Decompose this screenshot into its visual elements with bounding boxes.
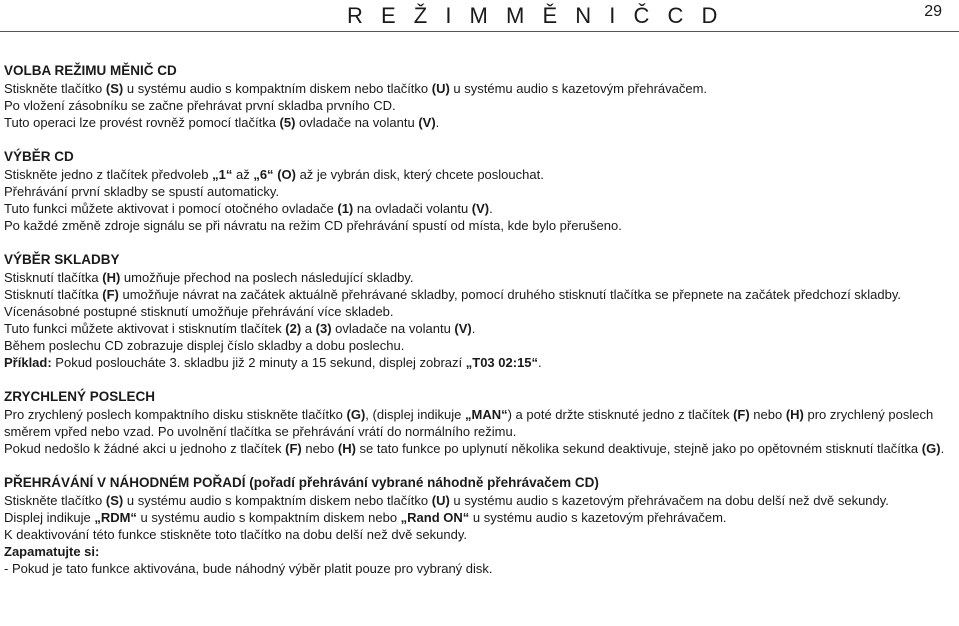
text-run: - Pokud je tato funkce aktivována, bude náhodný výběr platit pouze pro vybraný disk.	[4, 561, 493, 576]
bold-text: (O)	[277, 167, 296, 182]
paragraph	[4, 80, 956, 97]
text-run: .	[489, 201, 493, 216]
text-run: Pro zrychlený poslech kompaktního disku stiskněte tlačítko	[4, 407, 347, 422]
text-run: .	[471, 321, 476, 336]
document-body	[4, 62, 956, 594]
text-run: na ovladači volantu	[353, 201, 472, 216]
paragraph	[4, 440, 956, 457]
text-run: se tato funkce po uplynutí několika sekund deaktivuje, stejně jako po opětovném stisknutí tlačítka	[355, 441, 922, 456]
paragraph	[4, 97, 956, 114]
paragraph	[4, 200, 956, 217]
text-run: nebo	[749, 407, 786, 422]
bold-text: (1)	[337, 201, 354, 216]
bold-text: (U)	[431, 493, 450, 508]
paragraph	[4, 303, 956, 320]
section-heading: ZRYCHLENÝ POSLECH	[4, 389, 156, 404]
text-run: , (displej indikuje	[365, 407, 465, 422]
text-run: .	[538, 355, 542, 370]
bold-text: (H)	[102, 270, 121, 285]
text-run: až je vybrán disk, který chcete poslouchat.	[295, 167, 544, 182]
bold-text: (5)	[279, 115, 296, 130]
text-run: ovladače na volantu	[295, 115, 419, 130]
bold-text: (V)	[471, 201, 490, 216]
paragraph	[4, 492, 956, 509]
bold-text: „MAN“	[465, 407, 508, 422]
text-run: u systému audio s kompaktním diskem nebo	[136, 510, 401, 525]
bold-text: (V)	[418, 115, 436, 130]
text-run: .	[435, 115, 440, 130]
text-run: nebo	[301, 441, 338, 456]
text-run: u systému audio s kazetovým přehrávačem na dobu delší než dvě sekundy.	[449, 493, 889, 508]
bold-text: (F)	[285, 441, 302, 456]
text-run: K deaktivování této funkce stiskněte toto tlačítko na dobu delší než dvě sekundy.	[4, 527, 467, 542]
bold-text: „1“	[212, 167, 233, 182]
section-heading: VÝBĚR SKLADBY	[4, 252, 120, 267]
text-run: až	[232, 167, 254, 182]
text-run: Stiskněte tlačítko	[4, 81, 106, 96]
text-run: Tuto operaci lze provést rovněž pomocí tlačítka	[4, 115, 280, 130]
bold-text: (H)	[337, 441, 356, 456]
paragraph	[4, 183, 956, 200]
bold-text: „Rand ON“	[400, 510, 470, 525]
paragraph	[4, 269, 956, 286]
paragraph	[4, 509, 956, 526]
text-run: Přehrávání první skladby se spustí automaticky.	[4, 184, 280, 199]
bold-text: (S)	[105, 493, 124, 508]
section-heading: VÝBĚR CD	[4, 149, 74, 164]
section-2	[4, 251, 956, 371]
bold-text: „T03 02:15“	[465, 355, 539, 370]
text-run: Pokud nedošlo k žádné akci u jednoho z tlačítek	[4, 441, 286, 456]
section-1	[4, 148, 956, 234]
bold-text: „6“	[253, 167, 274, 182]
text-run: a	[301, 321, 316, 336]
bold-text: (G)	[921, 441, 941, 456]
text-run: u systému audio s kazetovým přehrávačem.	[469, 510, 727, 525]
bold-text: (H)	[785, 407, 804, 422]
paragraph	[4, 217, 956, 234]
text-run: Tuto funkci můžete aktivovat i stisknutím tlačítek	[4, 321, 286, 336]
text-run: u systému audio s kompaktním diskem nebo tlačítko	[123, 81, 432, 96]
section-heading: VOLBA REŽIMU MĚNIČ CD	[4, 63, 177, 78]
paragraph	[4, 166, 956, 183]
bold-text: (U)	[431, 81, 450, 96]
paragraph	[4, 337, 956, 354]
bold-text: (F)	[733, 407, 750, 422]
text-run: pro zrychlený poslech směrem vpřed nebo vzad. Po uvolnění tlačítka se přehrávání vrátí do normálního režimu.	[4, 407, 934, 439]
page-title: R E Ž I M M Ě N I Č C D	[347, 3, 724, 28]
text-run: Vícenásobné postupné stisknutí umožňuje přehrávání více skladeb.	[4, 304, 394, 319]
header-divider	[0, 31, 959, 32]
paragraph	[4, 320, 956, 337]
text-run: umožňuje přechod na poslech následující skladby.	[120, 270, 414, 285]
bold-text: (2)	[285, 321, 302, 336]
text-run: Stisknutí tlačítka	[4, 287, 103, 302]
bold-text: Příklad:	[4, 355, 52, 370]
section-0	[4, 62, 956, 131]
section-heading: PŘEHRÁVÁNÍ V NÁHODNÉM POŘADÍ (pořadí přehrávání vybrané náhodně přehrávačem CD)	[4, 475, 599, 490]
text-run: Displej indikuje	[4, 510, 95, 525]
paragraph	[4, 286, 956, 303]
paragraph	[4, 406, 956, 440]
text-run: Stisknutí tlačítka	[4, 270, 103, 285]
text-run: u systému audio s kompaktním diskem nebo tlačítko	[123, 493, 432, 508]
text-run: Během poslechu CD zobrazuje displej číslo skladby a dobu poslechu.	[4, 338, 405, 353]
bold-text: Zapamatujte si:	[4, 544, 100, 559]
text-run: Po každé změně zdroje signálu se při návratu na režim CD přehrávání spustí od místa, kde bylo přerušeno.	[4, 218, 622, 233]
text-run: umožňuje návrat na začátek aktuálně přehrávané skladby, pomocí druhého stisknutí tlačítka se přepnete na začátek předchozí skladby.	[118, 287, 902, 302]
text-run: Tuto funkci můžete aktivovat i pomocí otočného ovladače	[4, 201, 338, 216]
bold-text: (3)	[315, 321, 332, 336]
text-run: Stiskněte jedno z tlačítek předvoleb	[4, 167, 213, 182]
text-run: u systému audio s kazetovým přehrávačem.	[449, 81, 708, 96]
text-run: Po vložení zásobníku se začne přehrávat první skladba prvního CD.	[4, 98, 396, 113]
bold-text: (F)	[102, 287, 119, 302]
bold-text: (S)	[105, 81, 124, 96]
page-header	[0, 0, 959, 30]
text-run: .	[940, 441, 945, 456]
paragraph	[4, 560, 956, 577]
text-run: Pokud posloucháte 3. skladbu již 2 minuty a 15 sekund, displej zobrazí	[51, 355, 466, 370]
bold-text: „RDM“	[94, 510, 137, 525]
text-run: ovladače na volantu	[331, 321, 455, 336]
text-run: ) a poté držte stisknuté jedno z tlačítek	[507, 407, 734, 422]
page-number: 29	[924, 3, 942, 20]
text-run: Stiskněte tlačítko	[4, 493, 106, 508]
section-3	[4, 388, 956, 457]
paragraph	[4, 543, 956, 560]
bold-text: (V)	[454, 321, 472, 336]
bold-text: (G)	[346, 407, 366, 422]
paragraph	[4, 114, 956, 131]
paragraph	[4, 526, 956, 543]
paragraph	[4, 354, 956, 371]
section-4	[4, 474, 956, 577]
